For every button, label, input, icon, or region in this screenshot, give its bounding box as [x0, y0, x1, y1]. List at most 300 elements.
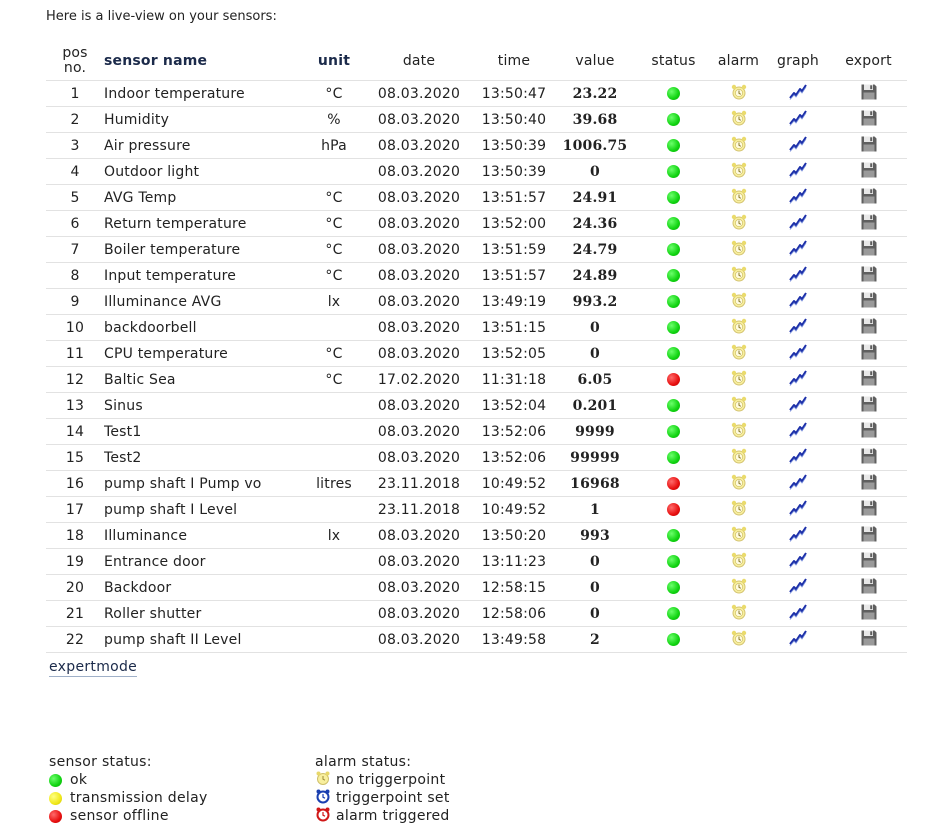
pos-no-cell: 1 [70, 85, 80, 102]
value-cell: 993 [580, 527, 610, 544]
alarm-clock-icon[interactable] [730, 161, 748, 183]
pos-no-cell: 11 [65, 345, 85, 362]
time-cell: 13:52:04 [481, 397, 547, 414]
graph-cell[interactable] [766, 601, 830, 627]
alarm-cell[interactable] [711, 549, 766, 575]
sensor-name-cell: Sinus [104, 397, 143, 414]
export-cell[interactable] [830, 393, 907, 419]
value-cell: 0 [590, 345, 600, 362]
table-row [46, 263, 907, 289]
export-cell[interactable] [830, 627, 907, 653]
status-offline-icon [667, 373, 680, 386]
export-cell[interactable] [830, 575, 907, 601]
alarm-status-legend [315, 753, 450, 825]
export-cell[interactable] [830, 497, 907, 523]
graph-cell[interactable] [766, 159, 830, 185]
status-cell [636, 289, 711, 315]
alarm-clock-icon[interactable] [730, 395, 748, 417]
unit-cell: lx [327, 527, 341, 544]
header-pos-label: pos [62, 45, 88, 61]
export-cell[interactable] [830, 159, 907, 185]
line-graph-icon[interactable] [788, 603, 808, 625]
status-cell [636, 601, 711, 627]
pos-no-cell: 6 [70, 215, 80, 232]
line-graph-icon[interactable] [788, 161, 808, 183]
floppy-disk-icon[interactable] [860, 213, 878, 235]
time-cell: 13:11:23 [481, 553, 547, 570]
pos-no-cell: 16 [65, 475, 85, 492]
sensor-name-cell: Backdoor [104, 579, 172, 596]
table-header-row [46, 42, 907, 81]
table-row [46, 523, 907, 549]
graph-cell[interactable] [766, 523, 830, 549]
status-cell [636, 367, 711, 393]
export-cell[interactable] [830, 471, 907, 497]
line-graph-icon[interactable] [788, 551, 808, 573]
floppy-disk-icon[interactable] [860, 447, 878, 469]
date-cell: 23.11.2018 [377, 475, 461, 492]
value-cell: 993.2 [572, 293, 618, 310]
floppy-disk-icon[interactable] [860, 577, 878, 599]
alarm-clock-icon[interactable] [730, 109, 748, 131]
header-unit[interactable]: unit [317, 53, 351, 69]
legend-no-trigger-label: no triggerpoint [336, 772, 446, 788]
floppy-disk-icon[interactable] [860, 135, 878, 157]
alarm-cell[interactable] [711, 211, 766, 237]
header-alarm: alarm [717, 53, 760, 69]
alarm-cell[interactable] [711, 263, 766, 289]
line-graph-icon[interactable] [788, 239, 808, 261]
alarm-cell[interactable] [711, 445, 766, 471]
line-graph-icon[interactable] [788, 317, 808, 339]
header-pos-no [46, 42, 104, 81]
alarm-cell[interactable] [711, 133, 766, 159]
graph-cell[interactable] [766, 81, 830, 107]
graph-cell[interactable] [766, 289, 830, 315]
status-cell [636, 211, 711, 237]
legend-trigger-set-label: triggerpoint set [336, 790, 450, 806]
status-ok-icon [667, 87, 680, 100]
sensor-name-cell: Baltic Sea [104, 371, 176, 388]
floppy-disk-icon[interactable] [860, 629, 878, 651]
unit-cell [304, 549, 364, 575]
table-row [46, 107, 907, 133]
status-ok-icon [667, 243, 680, 256]
value-cell: 1 [590, 501, 600, 518]
floppy-disk-icon[interactable] [860, 265, 878, 287]
alarm-clock-icon[interactable] [730, 629, 748, 651]
alarm-cell[interactable] [711, 627, 766, 653]
time-cell: 13:49:58 [481, 631, 547, 648]
status-cell [636, 263, 711, 289]
pos-no-cell: 17 [65, 501, 85, 518]
status-cell [636, 549, 711, 575]
graph-cell[interactable] [766, 211, 830, 237]
export-cell[interactable] [830, 107, 907, 133]
time-cell: 13:50:40 [481, 111, 547, 128]
alarm-clock-icon[interactable] [730, 135, 748, 157]
graph-cell[interactable] [766, 341, 830, 367]
value-cell: 23.22 [572, 85, 618, 102]
value-cell: 0 [590, 605, 600, 622]
table-row [46, 315, 907, 341]
unit-cell [304, 315, 364, 341]
sensor-name-cell: pump shaft II Level [104, 631, 242, 648]
time-cell: 10:49:52 [481, 501, 547, 518]
date-cell: 08.03.2020 [377, 215, 461, 232]
status-cell [636, 185, 711, 211]
floppy-disk-icon[interactable] [860, 161, 878, 183]
table-row [46, 419, 907, 445]
sensor-name-cell: AVG Temp [104, 189, 177, 206]
alarm-clock-icon[interactable] [730, 239, 748, 261]
alarm-cell[interactable] [711, 471, 766, 497]
pos-no-cell: 13 [65, 397, 85, 414]
export-cell[interactable] [830, 263, 907, 289]
table-row [46, 575, 907, 601]
graph-cell[interactable] [766, 107, 830, 133]
alarm-clock-icon[interactable] [730, 577, 748, 599]
status-ok-icon [667, 425, 680, 438]
alarm-cell[interactable] [711, 393, 766, 419]
status-cell [636, 81, 711, 107]
status-cell [636, 107, 711, 133]
value-cell: 2 [590, 631, 600, 648]
export-cell[interactable] [830, 237, 907, 263]
graph-cell[interactable] [766, 627, 830, 653]
graph-cell[interactable] [766, 185, 830, 211]
alarm-cell[interactable] [711, 315, 766, 341]
table-row [46, 185, 907, 211]
graph-cell[interactable] [766, 445, 830, 471]
floppy-disk-icon[interactable] [860, 187, 878, 209]
value-cell: 0 [590, 163, 600, 180]
table-row [46, 393, 907, 419]
export-cell[interactable] [830, 185, 907, 211]
alarm-clock-icon[interactable] [730, 317, 748, 339]
alarm-clock-icon[interactable] [730, 551, 748, 573]
alarm-clock-icon[interactable] [730, 525, 748, 547]
line-graph-icon[interactable] [788, 395, 808, 417]
line-graph-icon[interactable] [788, 369, 808, 391]
floppy-disk-icon[interactable] [860, 603, 878, 625]
pos-no-cell: 19 [65, 553, 85, 570]
alarm-clock-icon[interactable] [730, 213, 748, 235]
time-cell: 13:52:00 [481, 215, 547, 232]
time-cell: 13:50:39 [481, 137, 547, 154]
date-cell: 08.03.2020 [377, 423, 461, 440]
unit-cell: °C [325, 267, 343, 284]
alarm-clock-icon[interactable] [730, 369, 748, 391]
alarm-clock-icon[interactable] [730, 421, 748, 443]
time-cell: 11:31:18 [481, 371, 547, 388]
export-cell[interactable] [830, 419, 907, 445]
floppy-disk-icon[interactable] [860, 551, 878, 573]
unit-cell: °C [325, 371, 343, 388]
line-graph-icon[interactable] [788, 629, 808, 651]
status-delay-icon [49, 792, 62, 805]
date-cell: 08.03.2020 [377, 293, 461, 310]
table-row [46, 133, 907, 159]
table-row [46, 237, 907, 263]
time-cell: 13:51:59 [481, 241, 547, 258]
alarm-cell[interactable] [711, 601, 766, 627]
alarm-clock-icon[interactable] [730, 187, 748, 209]
date-cell: 08.03.2020 [377, 345, 461, 362]
unit-cell [304, 627, 364, 653]
status-ok-icon [667, 555, 680, 568]
export-cell[interactable] [830, 315, 907, 341]
sensor-table [46, 42, 907, 653]
alarm-clock-icon[interactable] [730, 447, 748, 469]
status-ok-icon [667, 529, 680, 542]
floppy-disk-icon[interactable] [860, 421, 878, 443]
sensor-name-cell: Indoor temperature [104, 85, 245, 102]
status-ok-icon [667, 113, 680, 126]
value-cell: 24.91 [572, 189, 618, 206]
sensor-name-cell: Boiler temperature [104, 241, 241, 258]
date-cell: 08.03.2020 [377, 137, 461, 154]
line-graph-icon[interactable] [788, 421, 808, 443]
alarm-cell[interactable] [711, 81, 766, 107]
unit-cell: °C [325, 345, 343, 362]
floppy-disk-icon[interactable] [860, 473, 878, 495]
status-cell [636, 497, 711, 523]
status-ok-icon [667, 399, 680, 412]
pos-no-cell: 14 [65, 423, 85, 440]
export-cell[interactable] [830, 445, 907, 471]
status-cell [636, 523, 711, 549]
line-graph-icon[interactable] [788, 83, 808, 105]
status-cell [636, 315, 711, 341]
table-row [46, 211, 907, 237]
legend-ok [49, 771, 208, 789]
legend-alarm-triggered-label: alarm triggered [336, 808, 450, 824]
floppy-disk-icon[interactable] [860, 369, 878, 391]
graph-cell[interactable] [766, 575, 830, 601]
time-cell: 13:51:57 [481, 267, 547, 284]
unit-cell [304, 497, 364, 523]
graph-cell[interactable] [766, 237, 830, 263]
status-ok-icon [667, 295, 680, 308]
status-offline-icon [49, 810, 62, 823]
floppy-disk-icon[interactable] [860, 525, 878, 547]
date-cell: 08.03.2020 [377, 449, 461, 466]
status-cell [636, 159, 711, 185]
line-graph-icon[interactable] [788, 473, 808, 495]
value-cell: 0 [590, 319, 600, 336]
status-cell [636, 419, 711, 445]
alarm-clock-icon[interactable] [730, 291, 748, 313]
line-graph-icon[interactable] [788, 187, 808, 209]
pos-no-cell: 18 [65, 527, 85, 544]
header-status: status [651, 53, 696, 69]
graph-cell[interactable] [766, 315, 830, 341]
floppy-disk-icon[interactable] [860, 499, 878, 521]
value-cell: 24.36 [572, 215, 618, 232]
time-cell: 13:50:39 [481, 163, 547, 180]
value-cell: 0.201 [572, 397, 618, 414]
alarm-cell[interactable] [711, 497, 766, 523]
table-row [46, 445, 907, 471]
line-graph-icon[interactable] [788, 499, 808, 521]
header-value: value [575, 53, 615, 69]
value-cell: 24.89 [572, 267, 618, 284]
alarm-cell[interactable] [711, 575, 766, 601]
alarm-clock-icon[interactable] [730, 83, 748, 105]
pos-no-cell: 5 [70, 189, 80, 206]
line-graph-icon[interactable] [788, 447, 808, 469]
time-cell: 13:52:06 [481, 423, 547, 440]
graph-cell[interactable] [766, 471, 830, 497]
alarm-clock-icon[interactable] [730, 473, 748, 495]
header-no-label: no. [63, 60, 87, 76]
line-graph-icon[interactable] [788, 135, 808, 157]
time-cell: 13:50:20 [481, 527, 547, 544]
graph-cell[interactable] [766, 549, 830, 575]
unit-cell: °C [325, 241, 343, 258]
unit-cell: % [327, 111, 341, 128]
expertmode-link[interactable]: expertmode [49, 659, 138, 675]
floppy-disk-icon[interactable] [860, 317, 878, 339]
unit-cell [304, 445, 364, 471]
table-row [46, 81, 907, 107]
graph-cell[interactable] [766, 393, 830, 419]
floppy-disk-icon[interactable] [860, 343, 878, 365]
date-cell: 08.03.2020 [377, 319, 461, 336]
export-cell[interactable] [830, 289, 907, 315]
line-graph-icon[interactable] [788, 525, 808, 547]
floppy-disk-icon[interactable] [860, 395, 878, 417]
value-cell: 0 [590, 579, 600, 596]
header-time: time [497, 53, 531, 69]
alarm-cell[interactable] [711, 289, 766, 315]
alarm-cell[interactable] [711, 185, 766, 211]
line-graph-icon[interactable] [788, 213, 808, 235]
time-cell: 12:58:06 [481, 605, 547, 622]
pos-no-cell: 9 [70, 293, 80, 310]
status-cell [636, 445, 711, 471]
date-cell: 08.03.2020 [377, 527, 461, 544]
export-cell[interactable] [830, 367, 907, 393]
time-cell: 10:49:52 [481, 475, 547, 492]
date-cell: 08.03.2020 [377, 553, 461, 570]
graph-cell[interactable] [766, 263, 830, 289]
sensor-name-cell: Return temperature [104, 215, 247, 232]
line-graph-icon[interactable] [788, 291, 808, 313]
alarm-cell[interactable] [711, 341, 766, 367]
date-cell: 08.03.2020 [377, 111, 461, 128]
sensor-name-cell: Air pressure [104, 137, 191, 154]
time-cell: 13:51:15 [481, 319, 547, 336]
sensor-name-cell: Illuminance AVG [104, 293, 222, 310]
table-row [46, 549, 907, 575]
graph-cell[interactable] [766, 133, 830, 159]
line-graph-icon[interactable] [788, 109, 808, 131]
status-cell [636, 575, 711, 601]
date-cell: 08.03.2020 [377, 267, 461, 284]
value-cell: 9999 [575, 423, 615, 440]
export-cell[interactable] [830, 601, 907, 627]
time-cell: 13:50:47 [481, 85, 547, 102]
legend-ok-label: ok [70, 772, 88, 788]
legend-sensor-title: sensor status: [49, 754, 152, 770]
alarm-cell[interactable] [711, 159, 766, 185]
alarm-clock-icon[interactable] [730, 499, 748, 521]
unit-cell [304, 419, 364, 445]
export-cell[interactable] [830, 341, 907, 367]
export-cell[interactable] [830, 523, 907, 549]
export-cell[interactable] [830, 549, 907, 575]
status-cell [636, 133, 711, 159]
legend-offline [49, 807, 208, 825]
legend-no-trigger [315, 771, 450, 789]
floppy-disk-icon[interactable] [860, 291, 878, 313]
export-cell[interactable] [830, 133, 907, 159]
line-graph-icon[interactable] [788, 577, 808, 599]
pos-no-cell: 3 [70, 137, 80, 154]
pos-no-cell: 20 [65, 579, 85, 596]
table-row [46, 159, 907, 185]
status-ok-icon [667, 191, 680, 204]
value-cell: 1006.75 [562, 137, 628, 154]
line-graph-icon[interactable] [788, 343, 808, 365]
alarm-cell[interactable] [711, 419, 766, 445]
floppy-disk-icon[interactable] [860, 109, 878, 131]
pos-no-cell: 22 [65, 631, 85, 648]
pos-no-cell: 12 [65, 371, 85, 388]
date-cell: 08.03.2020 [377, 579, 461, 596]
unit-cell [304, 601, 364, 627]
graph-cell[interactable] [766, 367, 830, 393]
status-ok-icon [667, 581, 680, 594]
table-row [46, 627, 907, 653]
header-sensor-name[interactable]: sensor name [104, 53, 208, 69]
graph-cell[interactable] [766, 497, 830, 523]
legend-delay-label: transmission delay [70, 790, 208, 806]
alarm-cell[interactable] [711, 367, 766, 393]
alarm-clock-icon[interactable] [730, 603, 748, 625]
pos-no-cell: 21 [65, 605, 85, 622]
time-cell: 13:51:57 [481, 189, 547, 206]
alarm-cell[interactable] [711, 523, 766, 549]
sensor-name-cell: pump shaft I Pump vo [104, 475, 262, 492]
pos-no-cell: 7 [70, 241, 80, 258]
floppy-disk-icon[interactable] [860, 83, 878, 105]
floppy-disk-icon[interactable] [860, 239, 878, 261]
alarm-clock-red-icon [315, 806, 331, 827]
unit-cell: hPa [321, 137, 347, 154]
alarm-cell[interactable] [711, 107, 766, 133]
date-cell: 08.03.2020 [377, 85, 461, 102]
export-cell[interactable] [830, 81, 907, 107]
legend-alarm-title: alarm status: [315, 754, 412, 770]
table-row [46, 471, 907, 497]
alarm-clock-icon[interactable] [730, 265, 748, 287]
export-cell[interactable] [830, 211, 907, 237]
line-graph-icon[interactable] [788, 265, 808, 287]
status-ok-icon [667, 347, 680, 360]
date-cell: 17.02.2020 [377, 371, 461, 388]
status-ok-icon [667, 633, 680, 646]
graph-cell[interactable] [766, 419, 830, 445]
alarm-cell[interactable] [711, 237, 766, 263]
alarm-clock-icon[interactable] [730, 343, 748, 365]
pos-no-cell: 10 [65, 319, 85, 336]
date-cell: 08.03.2020 [377, 241, 461, 258]
date-cell: 23.11.2018 [377, 501, 461, 518]
value-cell: 24.79 [572, 241, 618, 258]
